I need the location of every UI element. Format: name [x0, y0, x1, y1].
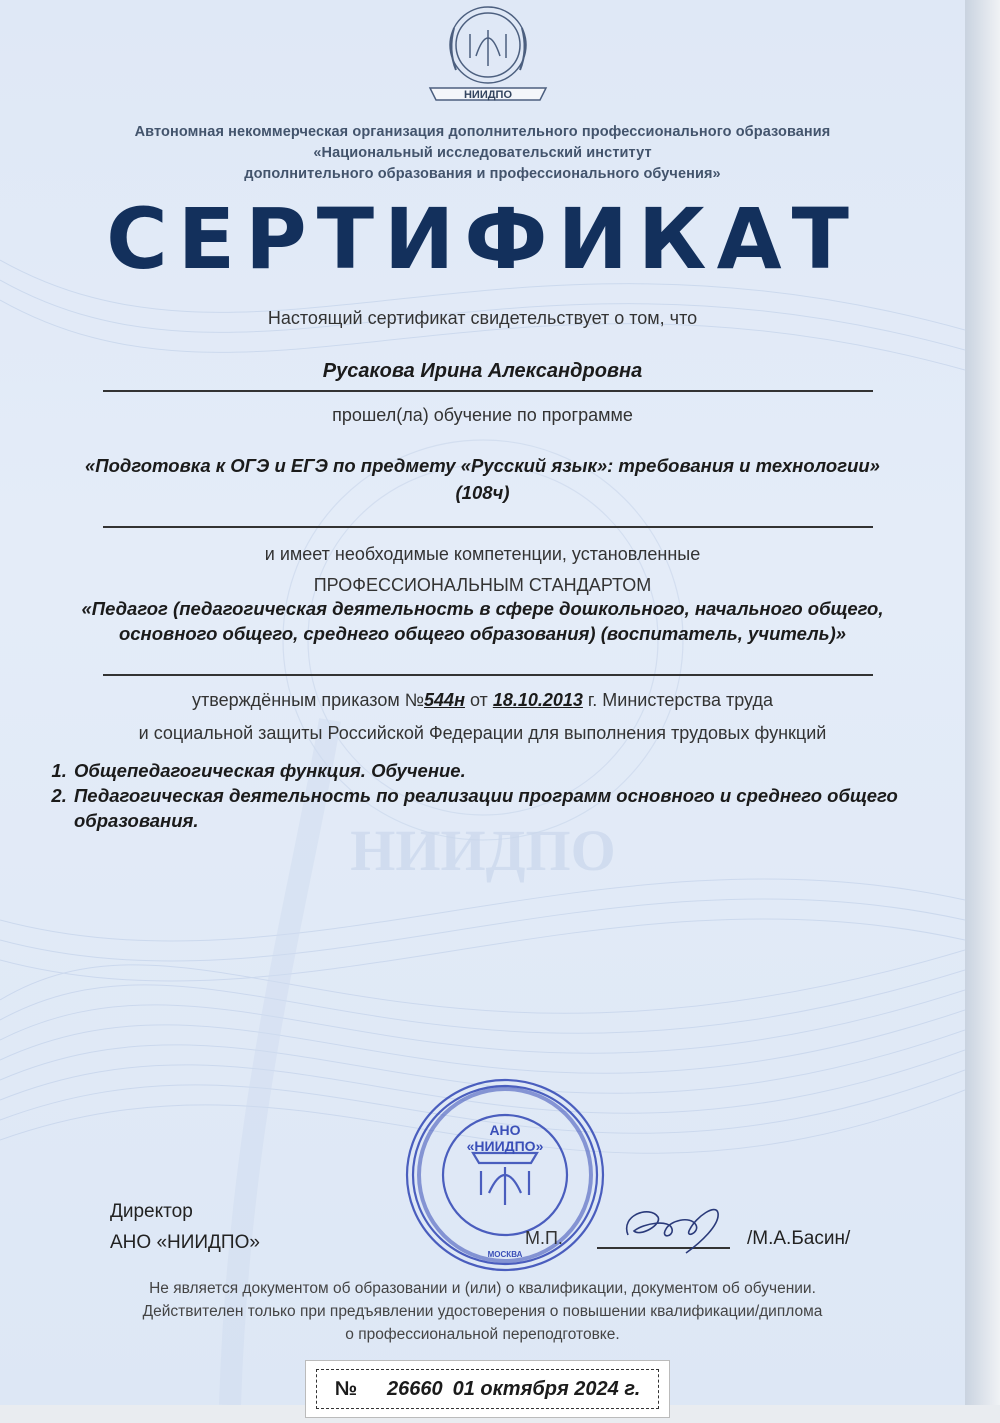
signer-name: /М.А.Басин/ [747, 1228, 851, 1249]
professional-standard: «Педагог (педагогическая деятельность в сфере дошкольного, начального общего, основного общего, среднего общего образования) (воспитатель, учитель)» [81, 598, 884, 644]
disclaimer-line-2: Действителен только при предъявлении удостоверения о повышении квалификации/диплома [142, 1303, 823, 1320]
stamp-label-main: «НИИДПО» [466, 1138, 544, 1154]
niidpo-logo [418, 0, 558, 108]
standard-label: ПРОФЕССИОНАЛЬНЫМ СТАНДАРТОМ [313, 575, 652, 595]
page-edge-right [965, 0, 1000, 1423]
labor-function-item: 2. Педагогическая деятельность по реализации программ основного и среднего общего образования. [72, 783, 908, 833]
certificate-number: 26660 [387, 1377, 443, 1400]
svg-text:НИИДПО: НИИДПО [350, 818, 616, 883]
organization-line-3: дополнительного образования и профессионального обучения» [244, 166, 721, 182]
disclaimer-line-1: Не является документом об образовании и (или) о квалификации, документом об обучении. [149, 1280, 816, 1297]
competence-text: и имеет необходимые компетенции, установленные [264, 544, 701, 564]
disclaimer-line-3: о профессиональной переподготовке. [345, 1326, 620, 1343]
order-number: 544н [424, 690, 465, 710]
disclaimer [0, 1277, 965, 1346]
organization-line-1: Автономная некоммерческая организация дополнительного профессионального образования [134, 124, 831, 140]
labor-functions-list [48, 758, 908, 833]
official-stamp [403, 1075, 608, 1275]
divider [103, 390, 873, 392]
stamp-label-top: АНО [489, 1122, 521, 1138]
program-title: «Подготовка к ОГЭ и ЕГЭ по предмету «Русский язык»: требования и технологии» (108ч) [85, 455, 880, 503]
organization-name [0, 122, 965, 185]
director-block [110, 1196, 260, 1258]
recipient-name: Русакова Ирина Александровна [322, 360, 643, 382]
divider [103, 526, 873, 528]
number-symbol: № [334, 1377, 357, 1400]
certificate-date: 01 октября 2024 г. [452, 1377, 641, 1400]
logo-label: НИИДПО [463, 89, 513, 101]
director-org: АНО «НИИДПО» [110, 1232, 260, 1253]
order-line-2: и социальной защиты Российской Федерации для выполнения трудовых функций [138, 723, 827, 743]
divider [103, 674, 873, 676]
order-suffix: г. Министерства труда [582, 690, 773, 710]
trained-text: прошел(ла) обучение по программе [332, 405, 633, 425]
order-line [0, 690, 965, 711]
order-date: 18.10.2013 [492, 690, 583, 710]
intro-text: Настоящий сертификат свидетельствует о том, что [267, 308, 698, 328]
order-prefix: утверждённым приказом № [192, 690, 425, 710]
organization-line-2: «Национальный исследовательский институт [313, 145, 652, 161]
labor-function-item: 1. Общепедагогическая функция. Обучение. [72, 758, 908, 783]
certificate-title: СЕРТИФИКАТ [106, 190, 859, 288]
order-middle: от [464, 690, 493, 710]
director-title: Директор [110, 1201, 193, 1222]
stamp-city: МОСКВА [487, 1250, 523, 1259]
certificate-number-box [305, 1360, 670, 1418]
seal-place-label: М.П. [525, 1228, 563, 1248]
handwritten-signature [600, 1195, 730, 1257]
